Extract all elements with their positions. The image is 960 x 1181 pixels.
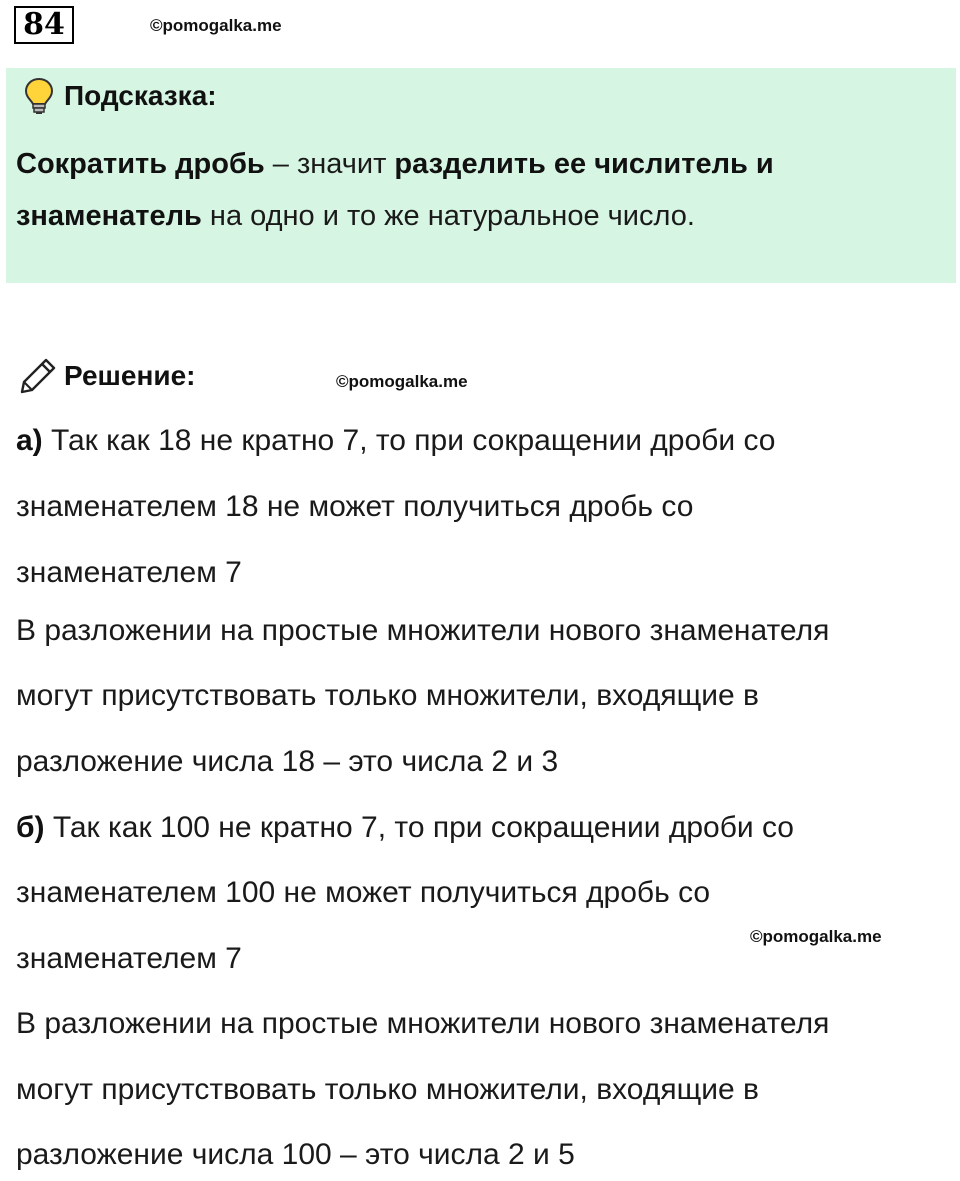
part-b-label: б) — [16, 811, 45, 844]
lightbulb-icon — [24, 77, 54, 115]
solution-line: В разложении на простые множители нового знаменателя — [16, 614, 830, 647]
solution-line: знаменателем 7 — [16, 942, 242, 975]
watermark-middle: ©pomogalka.me — [336, 372, 468, 391]
hint-box — [6, 68, 956, 283]
hint-ending: на одно и то же натуральное число. — [201, 200, 695, 232]
solution-line: могут присутствовать только множители, входящие в — [16, 1073, 759, 1106]
hint-definition: разделить ее числитель и знаменатель — [16, 148, 774, 232]
pencil-icon — [18, 356, 58, 396]
watermark-top: ©pomogalka.me — [150, 16, 282, 35]
hint-header — [24, 76, 217, 116]
solution-line: разложение числа 100 – это числа 2 и 5 — [16, 1138, 575, 1171]
solution-title: Решение: — [64, 360, 196, 391]
watermark-bottom: ©pomogalka.me — [750, 927, 882, 946]
solution-line: могут присутствовать только множители, входящие в — [16, 679, 759, 712]
task-number: 84 — [14, 6, 74, 44]
hint-title: Подсказка: — [64, 80, 217, 111]
solution-line: б) Так как 100 не кратно 7, то при сокращении дроби со — [16, 811, 794, 844]
solution-line: В разложении на простые множители нового знаменателя — [16, 1007, 830, 1040]
part-a-label: а) — [16, 424, 43, 457]
solution-line: разложение числа 18 – это числа 2 и 3 — [16, 745, 559, 778]
solution-line: знаменателем 18 не может получиться дробь со — [16, 490, 694, 523]
hint-text — [16, 138, 936, 242]
solution-line: знаменателем 7 — [16, 556, 242, 589]
solution-header — [18, 356, 195, 396]
hint-term: Сократить дробь — [16, 148, 265, 180]
solution-line: знаменателем 100 не может получиться дробь со — [16, 876, 711, 909]
solution-line: а) Так как 18 не кратно 7, то при сокращении дроби со — [16, 424, 776, 457]
hint-connector: – значит — [264, 148, 395, 180]
